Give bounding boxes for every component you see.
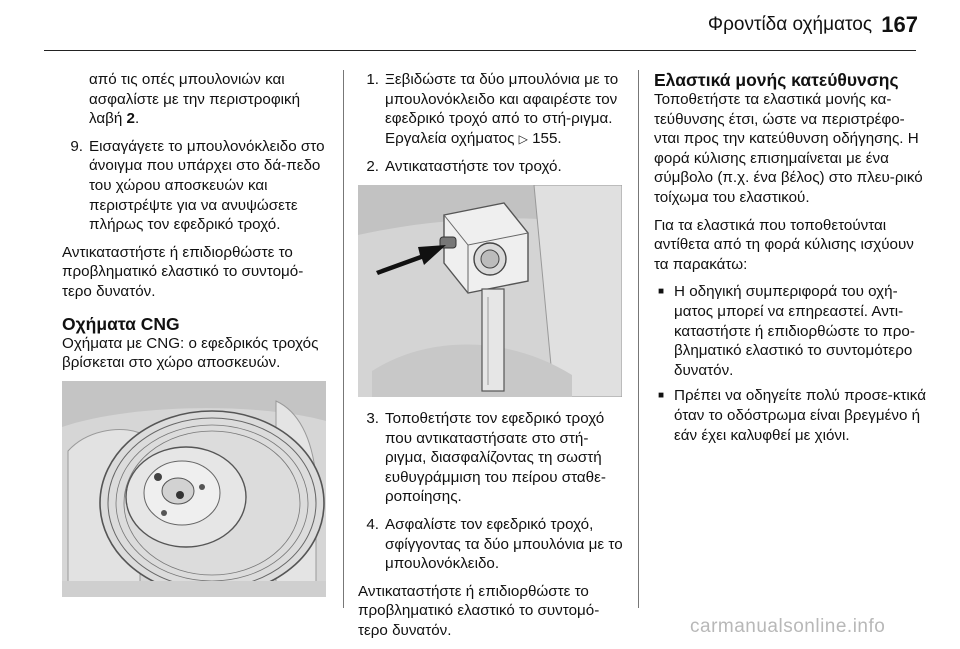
replace-tyre-paragraph: Αντικαταστήστε ή επιδιορθώστε το προβληματικό ελαστικό το συντομό-τερο δυνατόν. — [62, 243, 304, 300]
step-text: Εισαγάγετε το μπουλονόκλειδο στο άνοιγμα που υπάρχει στο δά-πεδο του χώρου αποσκευών και περιστρέψτε για να ανυψώσετε πλήρως τον εφεδρικό τροχό. — [89, 137, 325, 234]
header-rule — [44, 50, 916, 51]
step-text: Τοποθετήστε τον εφεδρικό τροχό που αντικαταστήσατε στο στή-ριγμα, διασφαλίζοντας τη σωστή ευθυγράμμιση του πείρου σταθε-ροποίησης. — [385, 409, 606, 506]
column-1 — [62, 70, 328, 597]
step-number: 9. — [70, 137, 83, 155]
step-text: Ξεβιδώστε τα δύο μπουλόνια με το μπουλονόκλειδο και αφαιρέστε τον εφεδρικό τροχό από το στή-ριγμα. Εργαλεία οχήματος ▷ 155. — [385, 71, 619, 147]
step-text: Ασφαλίστε τον εφεδρικό τροχό, σφίγγοντας τα δύο μπουλόνια με το μπουλονόκλειδο. — [385, 515, 623, 573]
directional-tyres-heading: Ελαστικά μονής κατεύθυνσης — [654, 70, 899, 90]
step-1 — [358, 70, 624, 149]
bullet-item-1 — [654, 282, 926, 380]
bullet-text: Η οδηγική συμπεριφορά του οχή-ματος μπορεί να επηρεαστεί. Αντι-καταστήστε ή επιδιορθώστε το προ-βληματικό ελαστικό το συντομότερο δυνατόν. — [674, 283, 915, 379]
directional-tyres-paragraph: Τοποθετήστε τα ελαστικά μονής κα-τεύθυνσης έτσι, ώστε να περιστρέφο-νται προς την κατεύθυνση οδήγησης. Η φορά κύλισης επισημαίνεται με ένα σύμβολο (π.χ. ένα βέλος) στο πλευ-ρικό τοίχωμα του ελαστικού. — [654, 91, 923, 206]
step-number: 1. — [366, 71, 379, 88]
cng-paragraph: Οχήματα με CNG: ο εφεδρικός τροχός βρίσκεται στο χώρο αποσκευών. — [62, 334, 319, 372]
step-continuation: από τις οπές μπουλονιών και ασφαλίστε με την περιστροφική λαβή 2. — [89, 71, 301, 128]
page-reference-icon: ▷ — [518, 131, 528, 146]
handle-number: 2 — [126, 110, 135, 128]
page-reference: 155. — [527, 129, 562, 147]
bullet-text: Πρέπει να οδηγείτε πολύ προσε-κτικά όταν το οδόστρωμα είναι βρεγμένο ή εάν έχει καλυφθεί με χιόνι. — [674, 387, 926, 444]
column-3 — [654, 70, 926, 451]
bullet-square-icon: ■ — [658, 286, 665, 298]
watermark: carmanualsonline.info — [690, 616, 886, 637]
section-title: Φροντίδα οχήματος — [707, 14, 872, 35]
cng-heading: Οχήματα CNG — [62, 313, 180, 334]
column-divider-1 — [343, 70, 344, 608]
step-9 — [62, 137, 328, 235]
step-text: Αντικαταστήστε τον τροχό. — [385, 158, 562, 176]
column-2 — [358, 70, 624, 649]
bullet-square-icon: ■ — [658, 390, 665, 402]
step-number: 3. — [366, 409, 379, 427]
page-header — [0, 0, 960, 56]
replace-tyre-paragraph: Αντικαταστήστε ή επιδιορθώστε το προβληματικό ελαστικό το συντομό-τερο δυνατόν. — [358, 582, 600, 639]
step-2 — [358, 157, 624, 177]
wheel-bracket-illustration — [358, 185, 622, 397]
step-number: 4. — [366, 515, 379, 533]
step-number: 2. — [366, 158, 379, 176]
page-number: 167 — [881, 12, 918, 37]
step-4 — [358, 515, 624, 574]
column-divider-2 — [638, 70, 639, 608]
bullet-item-2 — [654, 386, 926, 445]
step-3 — [358, 409, 624, 507]
spare-wheel-illustration — [62, 381, 326, 597]
reverse-mounted-paragraph: Για τα ελαστικά που τοποθετούνται αντίθετα από τη φορά κύλισης ισχύουν τα παρακάτω: — [654, 216, 914, 273]
